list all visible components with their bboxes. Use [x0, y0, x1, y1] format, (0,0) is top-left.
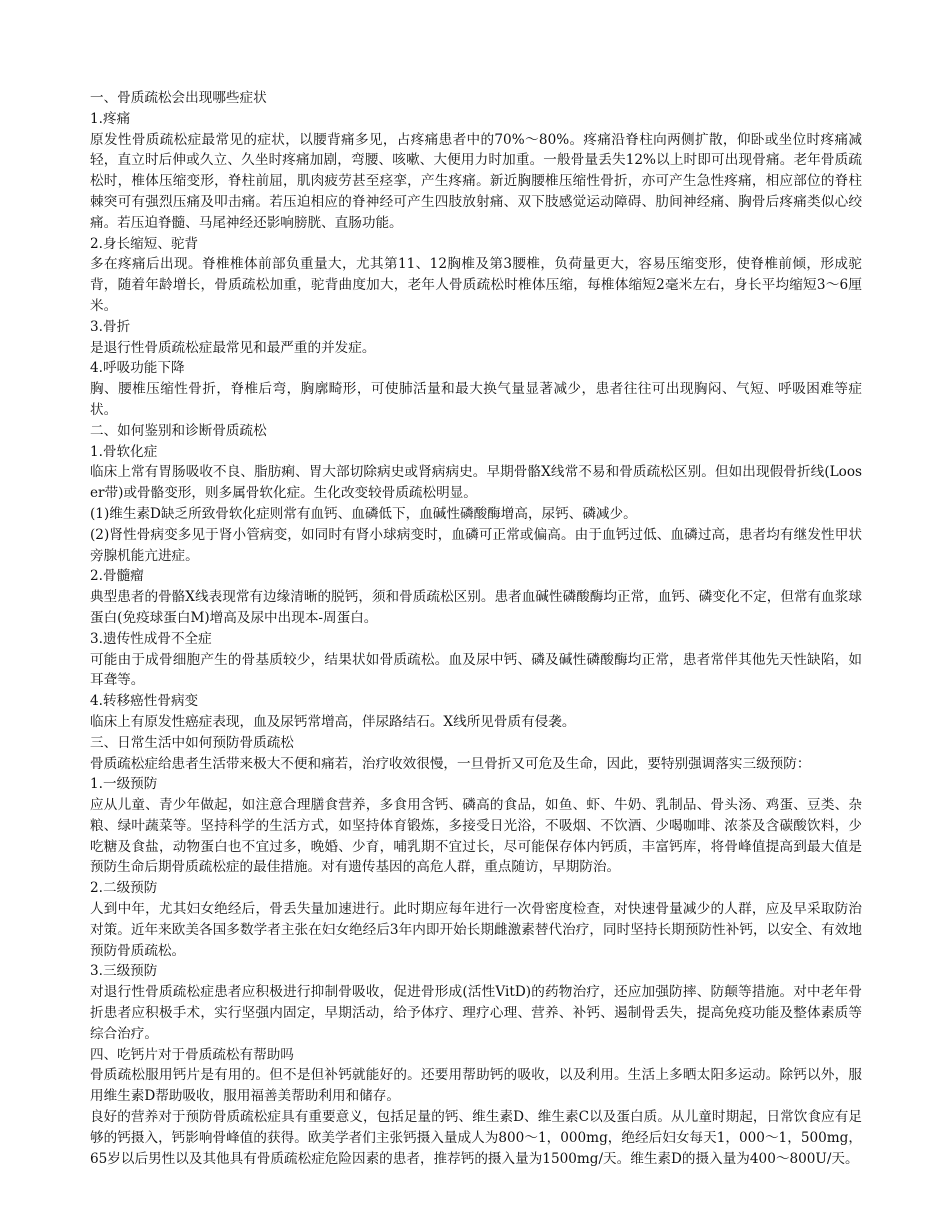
subsection-heading: 1.疼痛	[90, 110, 131, 127]
subsection-heading: 1.一级预防	[90, 776, 158, 793]
section-heading: 四、吃钙片对于骨质疏松有帮助吗	[90, 1046, 294, 1063]
paragraph: (1)维生素D缺乏所致骨软化症则常有血钙、血磷低下，血碱性磷酸酶增高，尿钙、磷减少。	[90, 505, 637, 522]
paragraph: 可能由于成骨细胞产生的骨基质较少，结果状如骨质疏松。血及尿中钙、磷及碱性磷酸酶均正常，患者常伴其他先天性缺陷，如耳聋等。	[90, 651, 862, 689]
subsection-heading: 4.转移癌性骨病变	[90, 693, 199, 710]
paragraph: (2)肾性骨病变多见于肾小管病变，如同时有肾小球病变时，血磷可正常或偏高。由于血钙过低、血磷过高，患者均有继发性甲状旁腺机能亢进症。	[90, 526, 862, 564]
section-heading: 三、日常生活中如何预防骨质疏松	[90, 734, 294, 751]
subsection-heading: 2.身长缩短、驼背	[90, 235, 199, 252]
subsection-heading: 3.骨折	[90, 318, 131, 335]
paragraph: 骨质疏松症给患者生活带来极大不便和痛若，治疗收效很慢，一旦骨折又可危及生命，因此，要特别强调落实三级预防：	[90, 755, 811, 772]
document-body	[90, 88, 862, 1169]
paragraph: 多在疼痛后出现。脊椎椎体前部负重量大，尤其第11、12胸椎及第3腰椎，负荷量更大，容易压缩变形，使脊椎前倾，形成驼背，随着年龄增长，骨质疏松加重，驼背曲度加大，老年人骨质疏松时椎体压缩，每椎体缩短2毫米左右，身长平均缩短3～6厘米。	[90, 256, 862, 314]
paragraph: 临床上有原发性癌症表现，血及尿钙常增高，伴尿路结石。X线所见骨质有侵袭。	[90, 713, 576, 730]
paragraph: 临床上常有胃肠吸收不良、脂肪痢、胃大部切除病史或肾病病史。早期骨骼X线常不易和骨质疏松区别。但如出现假骨折线(Looser带)或骨骼变形，则多属骨软化症。生化改变较骨质疏松明显。	[90, 464, 862, 502]
paragraph: 良好的营养对于预防骨质疏松症具有重要意义，包括足量的钙、维生素D、维生素C以及蛋白质。从儿童时期起，日常饮食应有足够的钙摄入，钙影响骨峰值的获得。欧美学者们主张钙摄入量成人为800～1，000mg，绝经后妇女每天1，000～1，500mg，65岁以后男性以及其他具有骨质疏松症危险因素的患者，推荐钙的摄入量为1500mg/天。维生素D的摄入量为400～800U/天。	[90, 1109, 862, 1167]
section-heading: 二、如何鉴别和诊断骨质疏松	[90, 422, 267, 439]
subsection-heading: 3.三级预防	[90, 963, 158, 980]
section-heading: 一、骨质疏松会出现哪些症状	[90, 90, 267, 106]
paragraph: 典型患者的骨骼X线表现常有边缘清晰的脱钙，须和骨质疏松区别。患者血碱性磷酸酶均正常，血钙、磷变化不定，但常有血浆球蛋白(免疫球蛋白M)增高及尿中出现本-周蛋白。	[90, 589, 862, 626]
paragraph: 骨质疏松服用钙片是有用的。但不是但补钙就能好的。还要用帮助钙的吸收，以及利用。生活上多晒太阳多运动。除钙以外，服用维生素D帮助吸收，服用福善美帮助利用和储存。	[90, 1067, 862, 1105]
subsection-heading: 1.骨软化症	[90, 443, 158, 460]
paragraph: 应从儿童、青少年做起，如注意合理膳食营养，多食用含钙、磷高的食品，如鱼、虾、牛奶、乳制品、骨头汤、鸡蛋、豆类、杂粮、绿叶蔬菜等。坚持科学的生活方式，如坚持体育锻炼，多接受日光浴，不吸烟、不饮酒、少喝咖啡、浓茶及含碳酸饮料，少吃糖及食盐，动物蛋白也不宜过多，晚婚、少育，哺乳期不宜过长，尽可能保存体内钙质，丰富钙库，将骨峰值提高到最大值是预防生命后期骨质疏松症的最佳措施。对有遗传基因的高危人群，重点随访，早期防治。	[90, 797, 862, 876]
subsection-heading: 4.呼吸功能下降	[90, 360, 185, 377]
subsection-heading: 3.遗传性成骨不全症	[90, 630, 212, 647]
subsection-heading: 2.二级预防	[90, 880, 158, 897]
paragraph: 人到中年，尤其妇女绝经后，骨丢失量加速进行。此时期应每年进行一次骨密度检查，对快速骨量减少的人群，应及早采取防治对策。近年来欧美各国多数学者主张在妇女绝经后3年内即开始长期雌激素替代治疗，同时坚持长期预防性补钙，以安全、有效地预防骨质疏松。	[90, 901, 862, 959]
paragraph: 对退行性骨质疏松症患者应积极进行抑制骨吸收，促进骨形成(活性VitD)的药物治疗，还应加强防摔、防颠等措施。对中老年骨折患者应积极手术，实行坚强内固定，早期活动，给予体疗、理疗心理、营养、补钙、遏制骨丢失，提高免疫功能及整体素质等综合治疗。	[90, 984, 862, 1042]
paragraph: 原发性骨质疏松症最常见的症状，以腰背痛多见，占疼痛患者中的70%～80%。疼痛沿脊柱向两侧扩散，仰卧或坐位时疼痛减轻，直立时后伸或久立、久坐时疼痛加剧，弯腰、咳嗽、大便用力时加重。一般骨量丢失12%以上时即可出现骨痛。老年骨质疏松时，椎体压缩变形，脊柱前屈，肌肉疲劳甚至痉挛，产生疼痛。新近胸腰椎压缩性骨折，亦可产生急性疼痛，相应部位的脊柱棘突可有强烈压痛及叩击痛。若压迫相应的脊神经可产生四肢放射痛、双下肢感觉运动障碍、肋间神经痛、胸骨后疼痛类似心绞痛。若压迫脊髓、马尾神经还影响膀胱、直肠功能。	[90, 131, 862, 231]
paragraph: 是退行性骨质疏松症最常见和最严重的并发症。	[90, 339, 376, 356]
subsection-heading: 2.骨髓瘤	[90, 568, 144, 585]
paragraph: 胸、腰椎压缩性骨折，脊椎后弯，胸廓畸形，可使肺活量和最大换气量显著减少，患者往往可出现胸闷、气短、呼吸困难等症状。	[90, 381, 862, 418]
